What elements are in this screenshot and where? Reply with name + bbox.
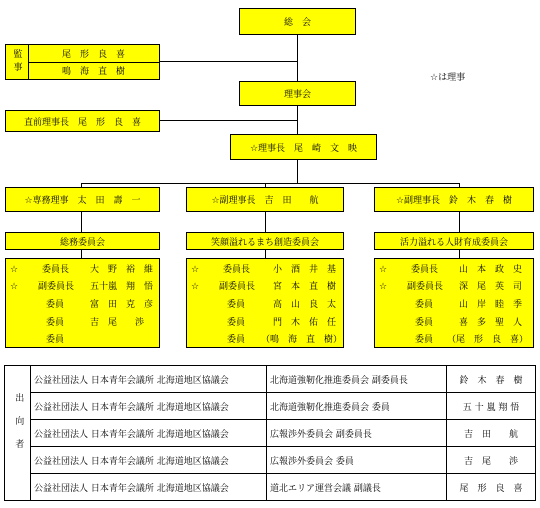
member-name: 山 岸 睦 季 — [459, 300, 523, 310]
dispatch-name: 五 十 嵐 翔 悟 — [447, 393, 536, 420]
dispatch-table — [4, 365, 536, 501]
executive-branch-bar — [81, 183, 459, 184]
member-star: ☆ — [379, 282, 388, 292]
member-role: 委員 — [415, 335, 434, 345]
committee-title-2: 笑顔溢れるまち創造委員会 — [210, 237, 319, 248]
member-link-2 — [265, 250, 266, 258]
member-name: 高 山 良 太 — [273, 300, 337, 310]
executive-label-3: ☆副理事長 鈴 木 春 樹 — [395, 196, 513, 206]
member-name: 深 尾 英 司 — [459, 282, 523, 292]
committee-members-box-2 — [186, 258, 344, 348]
committee-title-box-1 — [5, 232, 160, 250]
committee-title-3: 活力溢れる人財育成委員会 — [399, 237, 508, 248]
committee-link-1 — [81, 212, 82, 232]
former-chair-box — [5, 110, 160, 132]
member-role: 副委員長 — [38, 282, 75, 292]
member-role: 副委員長 — [219, 282, 256, 292]
executive-box-2 — [186, 187, 344, 212]
general-meeting-label: 総 会 — [283, 18, 311, 28]
member-role: 委員 — [227, 335, 246, 345]
table-row — [5, 420, 536, 447]
member-name: 富 田 克 彦 — [90, 300, 154, 310]
member-role: 委員 — [46, 318, 65, 328]
dispatch-name: 鈴 木 春 樹 — [447, 366, 536, 393]
executive-label-2: ☆副理事長 吉 田 航 — [211, 196, 319, 206]
member-role: 委員長 — [42, 265, 70, 275]
chair-label: ☆理事長 尾 崎 文 映 — [249, 143, 358, 154]
dispatch-label-text: 出向者 — [13, 393, 24, 463]
auditor-name-1: 尾 形 良 喜 — [28, 45, 159, 63]
member-role: 委員 — [46, 300, 65, 310]
member-link-1 — [81, 250, 82, 258]
member-name: 五十嵐 翔 悟 — [90, 282, 154, 292]
legend-note: ☆は理事 — [430, 73, 466, 83]
dispatch-label — [5, 366, 31, 501]
executive-box-3 — [374, 187, 534, 212]
auditors-box — [5, 44, 160, 80]
dispatch-name: 吉 尾 渉 — [447, 447, 536, 474]
member-star: ☆ — [379, 265, 388, 275]
committee-title-box-2 — [186, 232, 344, 250]
member-name: 喜 多 聖 人 — [459, 318, 523, 328]
board-label: 理事会 — [283, 90, 311, 100]
auditors-label: 監事 — [6, 45, 29, 79]
member-role: 委員 — [227, 318, 246, 328]
member-name: 山 本 政 史 — [459, 265, 523, 275]
dispatch-org: 公益社団法人 日本青年会議所 北海道地区協議会 — [31, 447, 267, 474]
dispatch-post: 北海道強靭化推進委員会 副委員長 — [267, 366, 447, 393]
dispatch-org: 公益社団法人 日本青年会議所 北海道地区協議会 — [31, 474, 267, 501]
trunk-line-low — [297, 160, 298, 183]
member-role: 委員長 — [223, 265, 251, 275]
former-chair-label: 直前理事長 尾 形 良 喜 — [23, 117, 141, 128]
table-row — [5, 393, 536, 420]
member-role: 委員長 — [411, 265, 439, 275]
member-star: ☆ — [10, 265, 19, 275]
table-row — [5, 474, 536, 501]
committee-members-box-1 — [5, 258, 160, 348]
committee-link-3 — [459, 212, 460, 232]
former-chair-connector — [159, 120, 297, 121]
table-row — [5, 366, 536, 393]
member-name: 門 木 佑 任 — [273, 318, 337, 328]
member-role: 委員 — [227, 300, 246, 310]
member-role: 副委員長 — [407, 282, 444, 292]
auditor-connector — [159, 61, 297, 62]
board-box — [239, 81, 356, 106]
member-name: （尾 形 良 喜） — [447, 335, 529, 345]
dispatch-post: 北海道強靭化推進委員会 委員 — [267, 393, 447, 420]
member-name: 吉 尾 渉 — [90, 318, 145, 328]
member-name: （鳴 海 直 樹） — [261, 335, 343, 345]
table-row — [5, 447, 536, 474]
member-star: ☆ — [191, 282, 200, 292]
committee-title-1: 総務委員会 — [59, 237, 105, 248]
member-star: ☆ — [191, 265, 200, 275]
committee-title-box-3 — [374, 232, 534, 250]
member-name: 大 野 裕 維 — [90, 265, 154, 275]
dispatch-org: 公益社団法人 日本青年会議所 北海道地区協議会 — [31, 420, 267, 447]
chair-box — [230, 134, 377, 160]
dispatch-post: 広報渉外委員会 副委員長 — [267, 420, 447, 447]
general-meeting-box — [239, 8, 356, 35]
member-role: 委員 — [415, 300, 434, 310]
trunk-line-mid — [297, 106, 298, 134]
auditor-name-2: 鳴 海 直 樹 — [61, 67, 125, 77]
member-name: 宮 本 直 樹 — [273, 282, 337, 292]
dispatch-post: 広報渉外委員会 委員 — [267, 447, 447, 474]
dispatch-name: 尾 形 良 喜 — [447, 474, 536, 501]
member-name: 小 酒 井 基 — [273, 265, 337, 275]
member-star: ☆ — [10, 282, 19, 292]
dispatch-org: 公益社団法人 日本青年会議所 北海道地区協議会 — [31, 393, 267, 420]
trunk-line-top — [297, 34, 298, 81]
committee-link-2 — [265, 212, 266, 232]
executive-label-1: ☆専務理事 太 田 壽 一 — [24, 196, 141, 206]
dispatch-org: 公益社団法人 日本青年会議所 北海道地区協議会 — [31, 366, 267, 393]
committee-members-box-3 — [374, 258, 534, 348]
member-role: 委員 — [415, 318, 434, 328]
member-link-3 — [459, 250, 460, 258]
member-role: 委員 — [46, 335, 65, 345]
executive-box-1 — [5, 187, 160, 212]
dispatch-name: 吉 田 航 — [447, 420, 536, 447]
dispatch-post: 道北エリア運営会議 副議長 — [267, 474, 447, 501]
